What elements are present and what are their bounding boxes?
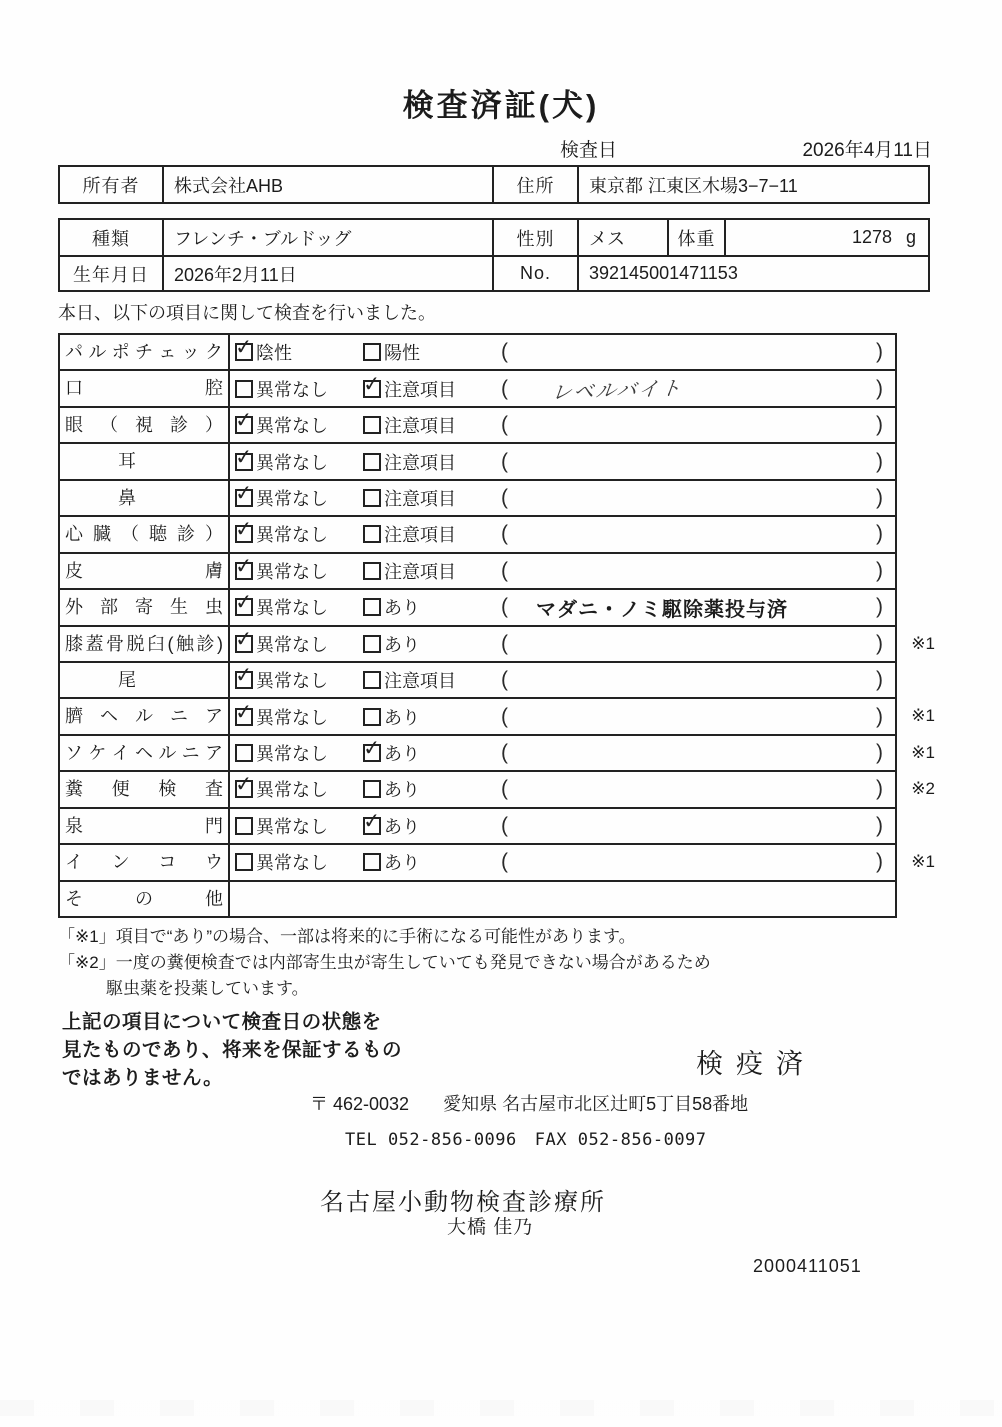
- option-2: [363, 740, 501, 766]
- checklist-options: [230, 444, 895, 478]
- option-1-label: 異常なし: [256, 671, 328, 692]
- clinic-address-line: [310, 1090, 748, 1116]
- open-paren: (: [501, 340, 508, 364]
- close-paren: ): [876, 850, 883, 874]
- footnote-mark: ※1: [911, 633, 935, 653]
- footnote-mark: ※1: [911, 852, 935, 872]
- disclaimer-line-2: 見たものであり、将来を保証するもの: [62, 1039, 403, 1061]
- quarantine-passed-stamp: 検疫済: [696, 1049, 816, 1079]
- option-2: [363, 339, 501, 365]
- checklist-options: [230, 481, 895, 515]
- option-2-label: 陽性: [384, 343, 420, 364]
- option-2: [363, 667, 501, 693]
- checklist-options: [230, 335, 895, 369]
- open-paren: (: [501, 595, 508, 619]
- exam-date-value: 2026年4月11日: [802, 140, 932, 161]
- weight-label: 体重: [667, 220, 724, 255]
- no-value: 392145001471153: [577, 257, 928, 290]
- option-2-label: あり: [384, 816, 420, 837]
- option-1-label: 異常なし: [256, 744, 328, 765]
- breed-label: 種類: [92, 228, 130, 249]
- checklist-options: [230, 517, 895, 551]
- checklist-options: [230, 590, 895, 624]
- checkbox[interactable]: [235, 453, 253, 471]
- option-1-label: 異常なし: [256, 816, 328, 837]
- option-2: [363, 412, 501, 438]
- open-paren: (: [501, 850, 508, 874]
- checklist-item-label: 泉 門: [60, 809, 230, 843]
- option-1-label: 異常なし: [256, 780, 328, 801]
- close-paren: ): [876, 340, 883, 364]
- disclaimer: [62, 1008, 402, 1092]
- serial-number: 2000411051: [753, 1256, 862, 1276]
- birth-label: 生年月日: [73, 264, 149, 285]
- option-1-label: 異常なし: [256, 379, 328, 400]
- checklist-row: [60, 588, 895, 624]
- footnote-mark: ※1: [911, 706, 935, 726]
- option-1: [235, 704, 363, 730]
- option-2: [363, 776, 501, 802]
- no-label: No.: [492, 257, 577, 290]
- open-paren: (: [501, 485, 508, 509]
- checkbox[interactable]: [235, 598, 253, 616]
- open-paren: (: [501, 668, 508, 692]
- open-paren: (: [501, 741, 508, 765]
- option-2-label: あり: [384, 598, 420, 619]
- close-paren: ): [876, 558, 883, 582]
- weight-value-cell: [724, 220, 928, 255]
- owner-value: 株式会社AHB: [162, 167, 492, 202]
- open-paren: (: [501, 704, 508, 728]
- checkbox[interactable]: [363, 343, 381, 361]
- checkbox[interactable]: [363, 744, 381, 762]
- option-2-label: 注意項目: [384, 379, 456, 400]
- option-2: [363, 449, 501, 475]
- open-paren: (: [501, 813, 508, 837]
- checklist-item-label: 眼 （ 視 診 ）: [60, 408, 230, 442]
- option-1-label: 陰性: [256, 343, 292, 364]
- checklist-options: [230, 845, 895, 879]
- option-1: [235, 485, 363, 511]
- checkbox[interactable]: [235, 343, 253, 361]
- checkbox[interactable]: [235, 817, 253, 835]
- clinic-tel-line: [345, 1130, 707, 1150]
- checklist-options: [230, 809, 895, 843]
- checklist-row: [60, 552, 895, 588]
- checkbox[interactable]: [235, 562, 253, 580]
- option-2: [363, 376, 501, 402]
- sex-value: メス: [577, 220, 667, 255]
- checklist-row: [60, 406, 895, 442]
- checkbox[interactable]: [363, 453, 381, 471]
- checkbox[interactable]: [235, 708, 253, 726]
- option-2-label: 注意項目: [384, 488, 456, 509]
- clinic-fax: FAX 052-856-0097: [534, 1130, 707, 1150]
- checklist-item-label: 鼻: [60, 481, 230, 515]
- option-2-label: あり: [384, 634, 420, 655]
- open-paren: (: [501, 631, 508, 655]
- checklist-row: [60, 479, 895, 515]
- checkbox[interactable]: [235, 489, 253, 507]
- checklist-options: [230, 699, 895, 733]
- checklist-item-label: イ ン コ ウ: [60, 845, 230, 879]
- checkbox[interactable]: [363, 635, 381, 653]
- weight-unit: g: [905, 227, 916, 247]
- footnote-2: 「※2」一度の糞便検査では内部寄生虫が寄生していても発見できない場合があるため: [58, 953, 711, 972]
- option-1: [235, 631, 363, 657]
- option-2-label: あり: [384, 780, 420, 801]
- checklist-row: [60, 442, 895, 478]
- checklist-item-label: ソ ケ イ ヘ ル ニ ア: [60, 736, 230, 770]
- remark-text: レベルバイト: [550, 377, 684, 405]
- footnote-mark: ※1: [911, 742, 935, 762]
- close-paren: ): [876, 704, 883, 728]
- weight-value: 1278: [851, 227, 892, 247]
- checklist-item-label: 臍 ヘ ル ニ ア: [60, 699, 230, 733]
- checkbox[interactable]: [363, 525, 381, 543]
- checklist-item-label: パ ル ポ チ ェ ッ ク: [60, 335, 230, 369]
- close-paren: ): [876, 741, 883, 765]
- option-2-label: あり: [384, 853, 420, 874]
- checklist-row: [60, 515, 895, 551]
- checklist-row: [60, 625, 935, 661]
- option-1: [235, 558, 363, 584]
- option-1-label: 異常なし: [256, 634, 328, 655]
- checkbox[interactable]: [235, 635, 253, 653]
- checklist-item-label: 外 部 寄 生 虫: [60, 590, 230, 624]
- option-1-label: 異常なし: [256, 452, 328, 473]
- checklist-row: [60, 770, 935, 806]
- checkbox[interactable]: [235, 525, 253, 543]
- sex-label: 性別: [492, 220, 577, 255]
- option-2: [363, 813, 501, 839]
- close-paren: ): [876, 413, 883, 437]
- checkbox[interactable]: [363, 598, 381, 616]
- disclaimer-line-1: 上記の項目について検査日の状態を: [62, 1011, 382, 1033]
- checklist-options: [230, 736, 895, 770]
- exam-date-label: 検査日: [560, 140, 618, 161]
- checklist-row: [60, 335, 895, 369]
- checklist-table: [58, 333, 935, 918]
- option-2-label: 注意項目: [384, 452, 456, 473]
- option-1: [235, 376, 363, 402]
- checkbox[interactable]: [363, 671, 381, 689]
- checklist-item-label: 心 臓 （ 聴 診 ）: [60, 517, 230, 551]
- open-paren: (: [501, 558, 508, 582]
- checklist-row: [60, 369, 895, 405]
- footnote-1: 「※1」項目で“あり”の場合、一部は将来的に手術になる可能性があります。: [58, 927, 636, 946]
- option-2-label: あり: [384, 707, 420, 728]
- checklist-options: [230, 371, 895, 405]
- checklist-row: [60, 843, 935, 879]
- checkbox[interactable]: [363, 708, 381, 726]
- option-1-label: 異常なし: [256, 853, 328, 874]
- address-label: 住所: [492, 167, 577, 202]
- checklist-item-label: 口 腔: [60, 371, 230, 405]
- checklist-options: [230, 408, 895, 442]
- checklist-row: [60, 697, 935, 733]
- option-2: [363, 704, 501, 730]
- option-1-label: 異常なし: [256, 488, 328, 509]
- option-1: [235, 849, 363, 875]
- option-1-label: 異常なし: [256, 525, 328, 546]
- owner-label: 所有者: [82, 175, 140, 196]
- option-2: [363, 521, 501, 547]
- option-1: [235, 813, 363, 839]
- checkbox[interactable]: [235, 671, 253, 689]
- checklist-row: [60, 661, 895, 697]
- option-2-label: 注意項目: [384, 525, 456, 546]
- open-paren: (: [501, 449, 508, 473]
- birth-value: 2026年2月11日: [162, 257, 492, 290]
- exam-date-row: [560, 135, 932, 162]
- close-paren: ): [876, 522, 883, 546]
- clinic-tel: TEL 052-856-0096: [345, 1130, 517, 1150]
- footnote-2-cont: 駆虫薬を投薬しています。: [106, 979, 309, 998]
- checkbox[interactable]: [363, 562, 381, 580]
- address-value: 東京都 江東区木場3−7−11: [577, 167, 928, 202]
- owner-table: [58, 165, 930, 204]
- checklist-item-label: 皮 膚: [60, 554, 230, 588]
- option-1: [235, 667, 363, 693]
- close-paren: ): [876, 813, 883, 837]
- checklist-item-label: そ の 他: [60, 882, 230, 916]
- checkbox[interactable]: [363, 853, 381, 871]
- option-1-label: 異常なし: [256, 416, 328, 437]
- checklist-options: [230, 663, 895, 697]
- open-paren: (: [501, 522, 508, 546]
- intro-text: 本日、以下の項目に関して検査を行いました。: [58, 303, 436, 323]
- checkbox[interactable]: [363, 817, 381, 835]
- option-1: [235, 339, 363, 365]
- checklist-options: [230, 772, 895, 806]
- postal-code: 〒 462-0032: [310, 1094, 410, 1114]
- option-1-label: 異常なし: [256, 707, 328, 728]
- option-1-label: 異常なし: [256, 561, 328, 582]
- option-2-label: 注意項目: [384, 561, 456, 582]
- close-paren: ): [876, 631, 883, 655]
- close-paren: ): [876, 595, 883, 619]
- option-2: [363, 631, 501, 657]
- breed-value: フレンチ・ブルドッグ: [162, 220, 492, 255]
- checkbox[interactable]: [363, 416, 381, 434]
- document-title: 検査済証(犬): [402, 88, 600, 123]
- checklist-options: [230, 627, 895, 661]
- checklist-options: [230, 554, 895, 588]
- option-2: [363, 594, 501, 620]
- clinic-address: 愛知県 名古屋市北区辻町5丁目58番地: [443, 1094, 749, 1114]
- checkbox[interactable]: [235, 744, 253, 762]
- option-2: [363, 485, 501, 511]
- close-paren: ): [876, 376, 883, 400]
- animal-info-table: [58, 218, 930, 292]
- checklist-row: [60, 807, 895, 843]
- veterinarian-name: 大橋 佳乃: [447, 1217, 534, 1238]
- option-2-label: 注意項目: [384, 671, 456, 692]
- scan-artifact-strip: [0, 1400, 1002, 1416]
- checklist-options: [230, 882, 895, 916]
- remark-text: マダニ・ノミ駆除薬投与済: [536, 598, 788, 621]
- option-1: [235, 412, 363, 438]
- close-paren: ): [876, 668, 883, 692]
- checkbox[interactable]: [235, 780, 253, 798]
- clinic-name: 名古屋小動物検査診療所: [320, 1189, 606, 1216]
- option-1: [235, 449, 363, 475]
- checkbox[interactable]: [235, 380, 253, 398]
- disclaimer-line-3: ではありません。: [62, 1067, 224, 1089]
- checkbox[interactable]: [363, 780, 381, 798]
- checklist-item-label: 尾: [60, 663, 230, 697]
- footnote-mark: ※2: [911, 779, 935, 799]
- checklist-row: [60, 734, 935, 770]
- checklist-item-label: 膝蓋骨脱臼(触診): [60, 627, 230, 661]
- checkbox[interactable]: [235, 416, 253, 434]
- close-paren: ): [876, 485, 883, 509]
- checklist-row: [60, 880, 895, 916]
- close-paren: ): [876, 449, 883, 473]
- option-1: [235, 740, 363, 766]
- checkbox[interactable]: [363, 380, 381, 398]
- option-2: [363, 849, 501, 875]
- open-paren: (: [501, 376, 508, 400]
- open-paren: (: [501, 777, 508, 801]
- option-2-label: あり: [384, 744, 420, 765]
- checkbox[interactable]: [363, 489, 381, 507]
- option-1-label: 異常なし: [256, 598, 328, 619]
- option-1: [235, 594, 363, 620]
- checkbox[interactable]: [235, 853, 253, 871]
- option-1: [235, 776, 363, 802]
- option-2-label: 注意項目: [384, 416, 456, 437]
- open-paren: (: [501, 413, 508, 437]
- footnotes: [58, 924, 711, 1002]
- checklist-item-label: 糞 便 検 査: [60, 772, 230, 806]
- option-2: [363, 558, 501, 584]
- checklist-item-label: 耳: [60, 444, 230, 478]
- close-paren: ): [876, 777, 883, 801]
- option-1: [235, 521, 363, 547]
